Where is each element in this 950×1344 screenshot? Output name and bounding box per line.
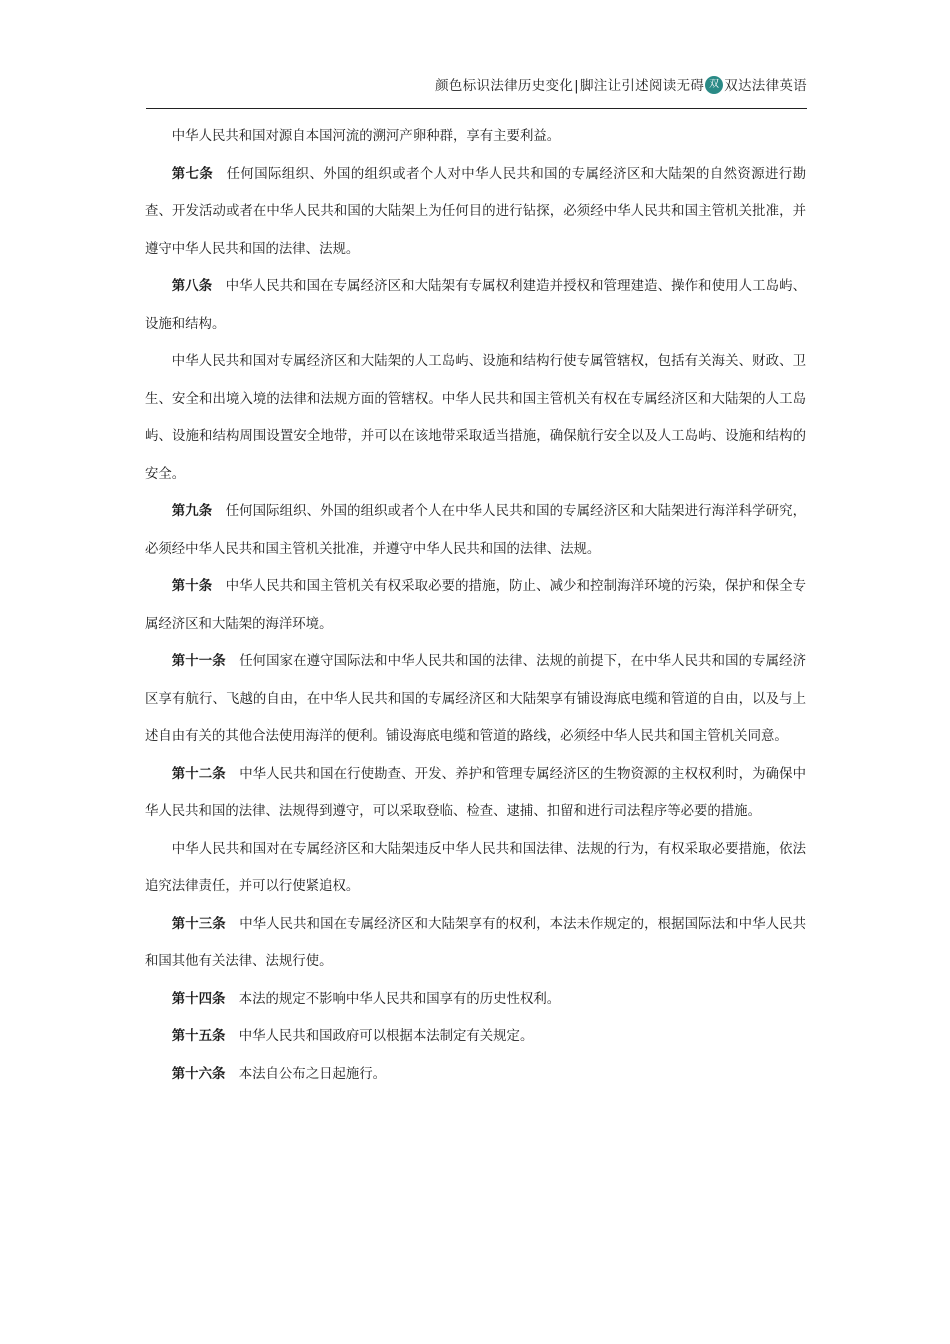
header-part-color: 颜色标识法律历史变化 — [435, 78, 574, 94]
paragraph — [145, 831, 806, 906]
article-number: 第七条 — [171, 165, 214, 182]
article-number: 第八条 — [171, 278, 213, 294]
header-separator: | — [574, 78, 579, 94]
article-number: 第十一条 — [171, 653, 226, 669]
paragraph — [145, 756, 806, 831]
article-number: 第十四条 — [171, 990, 226, 1007]
header-banner — [435, 74, 807, 94]
paragraph — [145, 1056, 806, 1094]
paragraph-text: 本法的规定不影响中华人民共和国享有的历史性权利。 — [238, 991, 561, 1007]
paragraph — [145, 906, 806, 981]
paragraph — [145, 981, 806, 1019]
header-part-brand: 双达法律英语 — [724, 78, 807, 94]
paragraph-text: 中华人民共和国在专属经济区和大陆架享有的权利，本法未作规定的，根据国际法和中华人民共和国其他有关法律、法规行使。 — [145, 916, 807, 969]
paragraph — [145, 1018, 806, 1056]
paragraph — [145, 156, 806, 269]
article-number: 第九条 — [171, 503, 213, 519]
paragraph — [145, 268, 806, 343]
paragraph — [145, 493, 806, 568]
paragraph — [145, 643, 806, 756]
paragraph-text: 任何国际组织、外国的组织或者个人对中华人民共和国的专属经济区和大陆架的自然资源进行勘查、开发活动或者在中华人民共和国的大陆架上为任何目的进行钻探，必须经中华人民共和国主管机关批准，并遵守中华人民共和国的法律、法规。 — [145, 166, 807, 257]
brand-logo-icon: 双 — [705, 76, 723, 94]
paragraph-text: 任何国家在遵守国际法和中华人民共和国的法律、法规的前提下，在中华人民共和国的专属经济区享有航行、飞越的自由，在中华人民共和国的专属经济区和大陆架享有铺设海底电缆和管道的自由，以及与上述自由有关的其他合法使用海洋的便利。铺设海底电缆和管道的路线，必须经中华人民共和国主管机关同意。 — [145, 654, 807, 744]
law-text-body — [145, 118, 806, 1093]
paragraph — [145, 118, 806, 156]
article-number: 第十五条 — [171, 1028, 226, 1044]
paragraph-text: 中华人民共和国主管机关有权采取必要的措施，防止、减少和控制海洋环境的污染，保护和保全专属经济区和大陆架的海洋环境。 — [145, 579, 807, 632]
page-header — [146, 66, 807, 109]
article-number: 第十条 — [171, 578, 213, 594]
paragraph-text: 本法自公布之日起施行。 — [238, 1066, 387, 1082]
paragraph — [145, 343, 806, 493]
paragraph-text: 中华人民共和国在专属经济区和大陆架有专属权利建造并授权和管理建造、操作和使用人工岛屿、设施和结构。 — [145, 279, 807, 332]
header-part-footnote: 脚注让引述阅读无碍 — [579, 78, 705, 94]
paragraph-text: 中华人民共和国在行使勘查、开发、养护和管理专属经济区的生物资源的主权权利时，为确保中华人民共和国的法律、法规得到遵守，可以采取登临、检查、逮捕、扣留和进行司法程序等必要的措施。 — [145, 766, 807, 819]
article-number: 第十二条 — [171, 765, 226, 782]
paragraph-text: 中华人民共和国对源自本国河流的溯河产卵种群，享有主要利益。 — [171, 129, 561, 144]
paragraph — [145, 568, 806, 643]
paragraph-text: 任何国际组织、外国的组织或者个人在中华人民共和国的专属经济区和大陆架进行海洋科学研究，必须经中华人民共和国主管机关批准，并遵守中华人民共和国的法律、法规。 — [145, 504, 807, 557]
paragraph-text: 中华人民共和国对专属经济区和大陆架的人工岛屿、设施和结构行使专属管辖权，包括有关海关、财政、卫生、安全和出境入境的法律和法规方面的管辖权。中华人民共和国主管机关有权在专属经济区和大陆架的人工岛屿、设施和结构周围设置安全地带，并可以在该地带采取适当措施，确保航行安全以及人工岛屿、设施和结构的安全。 — [145, 354, 806, 482]
article-number: 第十六条 — [171, 1065, 226, 1082]
paragraph-text: 中华人民共和国政府可以根据本法制定有关规定。 — [238, 1029, 534, 1044]
article-number: 第十三条 — [171, 915, 226, 932]
paragraph-text: 中华人民共和国对在专属经济区和大陆架违反中华人民共和国法律、法规的行为，有权采取必要措施，依法追究法律责任，并可以行使紧追权。 — [145, 841, 806, 894]
